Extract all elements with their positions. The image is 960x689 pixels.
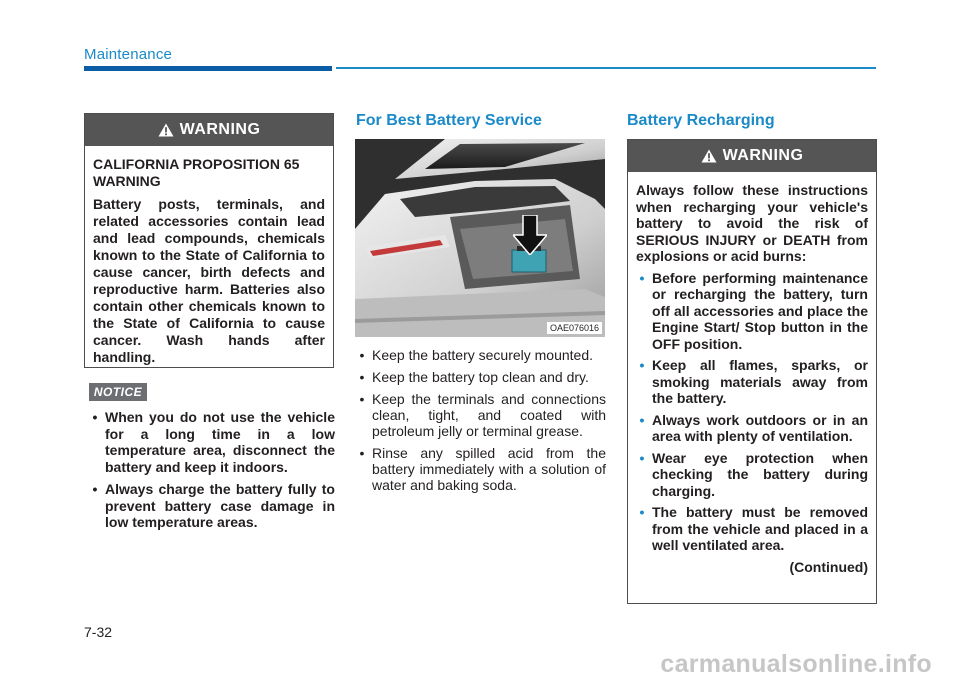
list-item: • Always work outdoors or in an area with plenty of ventilation. [636,412,868,445]
bullet: • [359,347,365,363]
warning-header [628,140,876,172]
list-item: • When you do not use the vehicle for a long time in a low temperature area, disconnect the battery and keep it indoors. [89,409,335,475]
warning-triangle-icon [158,123,174,137]
warning-triangle-icon [701,149,717,163]
list-item: • Wear eye protection when checking the battery during charging. [636,450,868,500]
bullet: • [359,445,365,461]
best-service-list [356,347,606,499]
california-warning-box [84,113,334,368]
list-item: • Before performing maintenance or recharging the battery, turn off all accessories and place the Engine Start/ Stop button in the OFF position. [636,270,868,353]
warning-heading: WARNING [722,147,804,164]
list-item: • Always charge the battery fully to prevent battery case damage in low temperature areas. [89,481,335,531]
down-arrow-icon [513,215,547,255]
image-code: OAE076016 [547,322,602,334]
warning-heading: WARNING [179,121,261,138]
recharging-list [636,270,868,554]
list-item: • Keep all flames, sparks, or smoking materials away from the battery. [636,357,868,407]
list-item: • Rinse any spilled acid from the battery immediately with a solution of water and baking soda. [356,445,606,493]
list-item: • The battery must be removed from the vehicle and placed in a well ventilated area. [636,504,868,554]
battery-location-photo [355,139,605,337]
bullet: • [359,391,365,407]
bullet: • [639,504,645,520]
header-rule-light [336,67,876,69]
bullet: • [639,449,645,466]
page-number: 7-32 [84,624,113,640]
header-rule-dark [84,66,332,71]
bullet: • [639,357,645,373]
warning-text: Battery posts, terminals, and related accessories contain lead and lead compounds, chemicals known to the State of California to cause cancer, birth defects and reproductive harm. Batteries also contain other chemicals known to the State of California to cause cancer. Wash hands after handling. [93,196,325,365]
warning-body [628,172,876,585]
bullet: • [92,409,98,425]
warning-header [85,114,333,146]
warning-intro: Always follow these instructions when recharging your vehicle's battery to avoid the risk of SERIOUS INJURY or DEATH from explosions or acid burns: [636,182,868,264]
recharging-heading: Battery Recharging [627,112,775,129]
list-item: • Keep the battery securely mounted. [356,347,606,363]
list-item: • Keep the battery top clean and dry. [356,369,606,385]
notice-list [89,409,335,537]
continued-label: (Continued) [789,558,868,575]
bullet: • [639,269,645,286]
bullet: • [92,481,98,497]
best-service-heading: For Best Battery Service [356,112,542,129]
bullet: • [639,411,645,428]
watermark: carmanualsonline.info [660,650,932,678]
list-item: • Keep the terminals and connections clean, tight, and coated with petroleum jelly or terminal grease. [356,391,606,439]
warning-body [85,146,333,376]
warning-title: CALIFORNIA PROPOSITION 65 WARNING [93,156,300,189]
recharging-warning-box [627,139,877,604]
bullet: • [359,369,365,385]
notice-badge: NOTICE [89,383,147,401]
section-title: Maintenance [84,46,173,63]
car-rear-illustration [355,139,605,337]
